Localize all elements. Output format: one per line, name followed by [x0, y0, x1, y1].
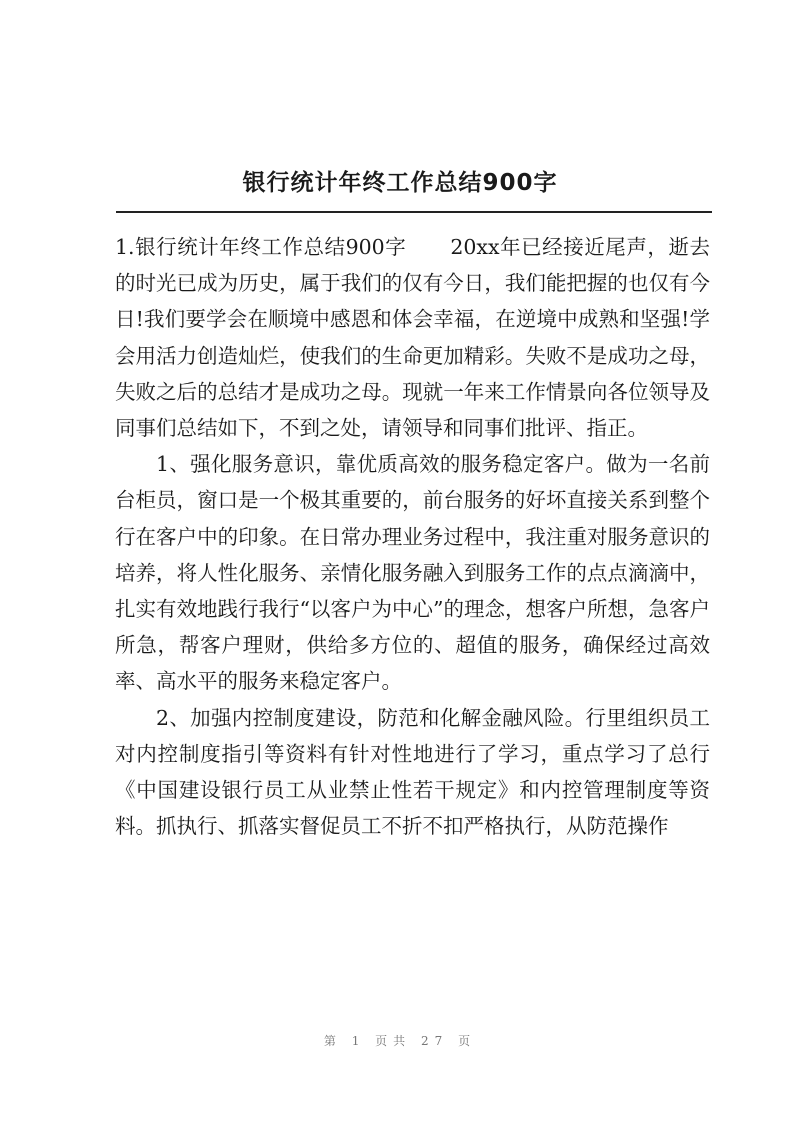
document-body — [115, 229, 710, 844]
title-divider — [116, 211, 712, 213]
intro-heading: 1.银行统计年终工作总结900字 — [115, 235, 407, 259]
intro-text: 20xx年已经接近尾声，逝去的时光已成为历史，属于我们的仅有今日，我们能把握的也仅有今日!我们要学会在顺境中感恩和体会幸福，在逆境中成熟和坚强!学会用活力创造灿烂，使我们的生命更加精彩。失败不是成功之母，失败之后的总结才是成功之母。现就一年来工作情景向各位领导及同事们总结如下，不到之处，请领导和同事们批评、指正。 — [115, 235, 710, 441]
paragraph-service: 1、强化服务意识，靠优质高效的服务稳定客户。做为一名前台柜员，窗口是一个极其重要的，前台服务的好坏直接关系到整个行在客户中的印象。在日常办理业务过程中，我注重对服务意识的培养，将人性化服务、亲情化服务融入到服务工作的点点滴滴中，扎实有效地践行我行“以客户为中心”的理念，想客户所想，急客户所急，帮客户理财，供给多方位的、超值的服务，确保经过高效率、高水平的服务来稳定客户。 — [115, 452, 710, 694]
page-footer: 第 1 页共 27 页 — [323, 1034, 477, 1048]
paragraph-internal-control: 2、加强内控制度建设，防范和化解金融风险。行里组织员工对内控制度指引等资料有针对性地进行了学习，重点学习了总行《中国建设银行员工从业禁止性若干规定》和内控管理制度等资料。抓执行、抓落实督促员工不折不扣严格执行，从防范操作 — [115, 705, 710, 839]
intro-paragraph — [115, 229, 710, 446]
document-title: 银行统计年终工作总结900字 — [242, 170, 558, 196]
